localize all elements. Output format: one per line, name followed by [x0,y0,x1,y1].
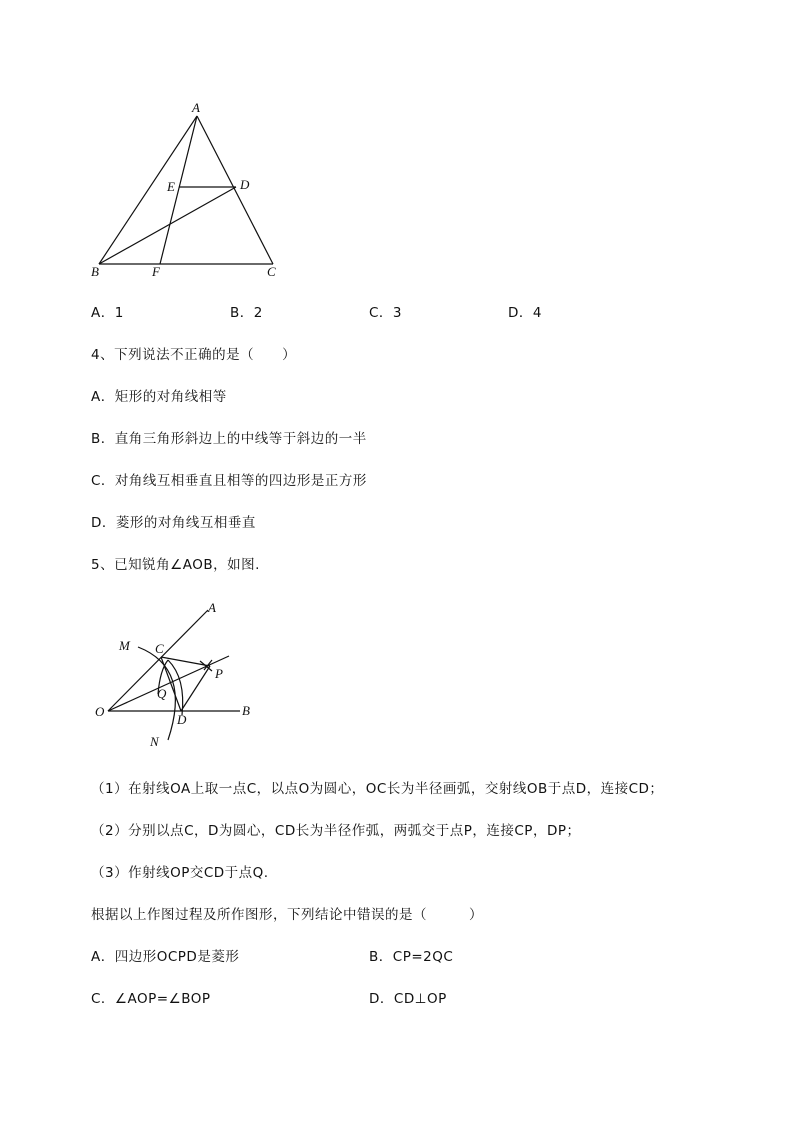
label-q: Q [157,686,167,701]
q5-option-d: D．CD⊥OP [369,991,447,1007]
triangle-figure [85,98,285,283]
label-c: C [267,264,276,279]
q3-option-c: C．3 [369,305,403,321]
label-d: D [177,712,187,727]
label-b: B [242,703,250,718]
label-n: N [150,734,159,749]
segment-cp [161,657,210,666]
segment-af [160,116,197,264]
q5-option-a: A．四边形OCPD是菱形 [91,949,240,965]
side-ab [99,116,197,264]
label-o: O [95,704,105,719]
q4-option-b: B．直角三角形斜边上的中线等于斜边的一半 [91,431,367,447]
ray-op [108,656,229,711]
q5-option-c: C．∠AOP=∠BOP [91,991,211,1007]
label-m: M [119,638,130,653]
q5-step-2: （2）分别以点C，D为圆心，CD长为半径作弧，两弧交于点P，连接CP，DP； [91,823,581,839]
label-a: A [192,100,200,115]
label-d: D [240,177,250,192]
q4-stem: 4、下列说法不正确的是（ ） [91,347,297,363]
label-p: P [215,666,223,681]
label-f: F [152,264,160,279]
q5-step-3: （3）作射线OP交CD于点Q. [91,865,269,881]
q5-stem: 5、已知锐角∠AOB，如图. [91,557,260,573]
q5-step-1: （1）在射线OA上取一点C，以点O为圆心，OC长为半径画弧，交射线OB于点D，连接CD； [91,781,664,797]
label-e: E [167,179,175,194]
q4-option-a: A．矩形的对角线相等 [91,389,227,405]
q4-option-d: D．菱形的对角线互相垂直 [91,515,256,531]
label-b: B [91,264,99,279]
q5-option-b: B．CP=2QC [369,949,454,965]
segment-dp [181,666,210,711]
q3-option-d: D．4 [508,305,542,321]
label-a: A [208,600,216,615]
q3-option-b: B．2 [230,305,263,321]
segment-bd [99,187,236,264]
q5-question: 根据以上作图过程及所作图形，下列结论中错误的是（ ） [91,907,483,923]
side-ac [197,116,273,264]
label-c: C [155,641,164,656]
q4-option-c: C．对角线互相垂直且相等的四边形是正方形 [91,473,367,489]
angle-construction-figure [88,598,268,750]
q3-option-a: A．1 [91,305,124,321]
